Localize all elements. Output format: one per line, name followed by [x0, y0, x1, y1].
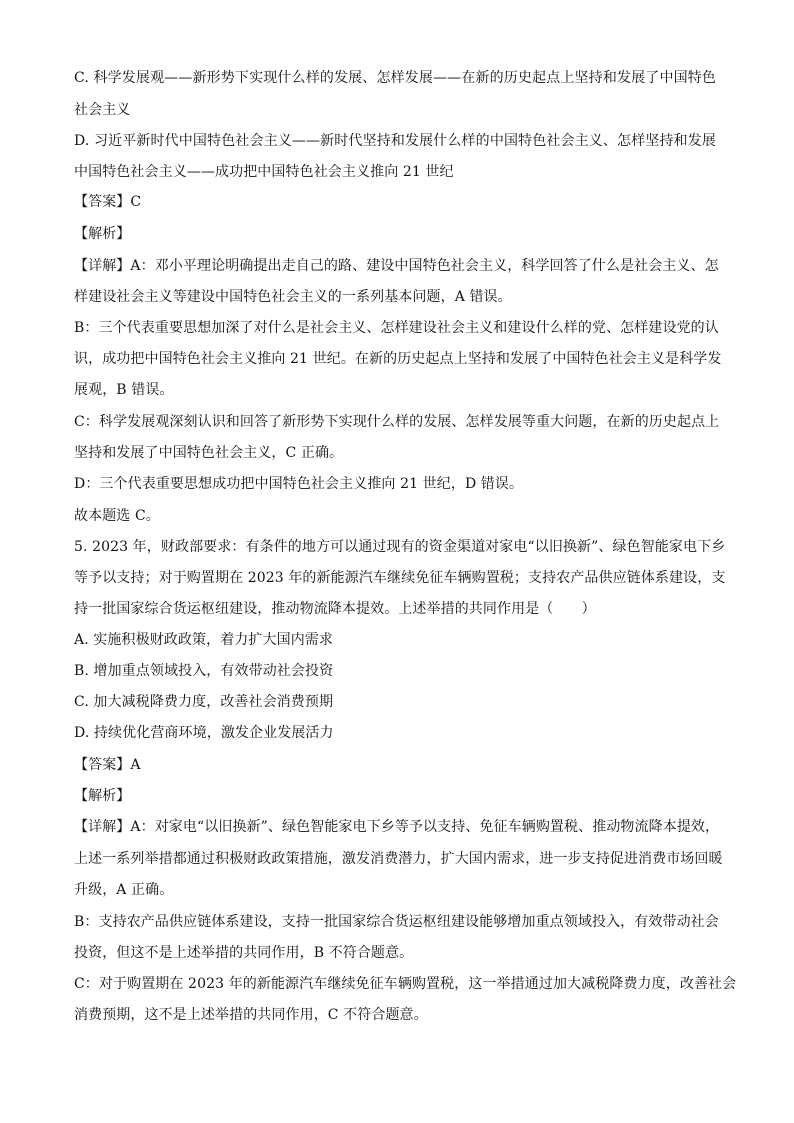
q4-detail-line1: 【详解】A：邓小平理论明确提出走自己的路、建设中国特色社会主义，科学回答了什么是社会主义、怎 [74, 258, 719, 274]
answer-value: A [130, 757, 141, 773]
q5-detail-line1: 【详解】A：对家电“以旧换新”、绿色智能家电下乡等予以支持、免征车辆购置税、推动物流降本提效， [74, 819, 720, 835]
q4-detail-line2: 样建设社会主义等建设中国特色社会主义的一系列基本问题，A 错误。 [74, 289, 512, 305]
q4-c-line2: 坚持和发展了中国特色社会主义，C 正确。 [74, 445, 344, 461]
q5-detail-line3: 升级，A 正确。 [74, 882, 174, 898]
q5-option-c: C. 加大减税降费力度，改善社会消费预期 [74, 694, 334, 710]
answer-value: C [130, 194, 142, 210]
answer-label: 【答案】 [74, 194, 131, 210]
q5-c-line1: C：对于购置期在 2023 年的新能源汽车继续免征车辆购置税，这一举措通过加大减税降费力度，改善社会 [74, 976, 737, 992]
q4-option-c-line1: C. 科学发展观——新形势下实现什么样的发展、怎样发展——在新的历史起点上坚持和发展了中国特色 [74, 70, 716, 86]
q4-option-d-line1: D. 习近平新时代中国特色社会主义——新时代坚持和发展什么样的中国特色社会主义、怎样坚持和发展 [74, 133, 716, 149]
q5-b-line2: 投资，但这不是上述举措的共同作用，B 不符合题意。 [74, 945, 414, 961]
q4-option-d-line2: 中国特色社会主义——成功把中国特色社会主义推向 21 世纪 [74, 164, 454, 180]
q4-analysis-label: 【解析】 [74, 226, 131, 242]
q4-answer [74, 192, 141, 212]
q5-analysis-label: 【解析】 [74, 788, 131, 804]
q5-b-line1: B：支持农产品供应链体系建设，支持一批国家综合货运枢纽建设能够增加重点领域投入，有效带动社会 [74, 914, 719, 930]
q4-conclusion: 故本题选 C。 [74, 508, 160, 524]
q5-stem-line1: 5. 2023 年，财政部要求：有条件的地方可以通过现有的资金渠道对家电“以旧换新”、绿色智能家电下乡 [74, 539, 726, 555]
q5-option-d: D. 持续优化营商环境，激发企业发展活力 [74, 725, 334, 741]
q5-answer [74, 755, 141, 775]
answer-label: 【答案】 [74, 757, 131, 773]
q4-c-line1: C：科学发展观深刻认识和回答了新形势下实现什么样的发展、怎样发展等重大问题，在新的历史起点上 [74, 414, 720, 430]
q4-b-line3: 展观，B 错误。 [74, 382, 174, 398]
q4-b-line1: B：三个代表重要思想加深了对什么是社会主义、怎样建设社会主义和建设什么样的党、怎样建设党的认 [74, 320, 719, 336]
q5-stem-line3: 持一批国家综合货运枢纽建设，推动物流降本提效。上述举措的共同作用是（ ） [74, 601, 596, 617]
q4-option-c-line2: 社会主义 [74, 102, 131, 118]
q4-b-line2: 识，成功把中国特色社会主义推向 21 世纪。在新的历史起点上坚持和发展了中国特色社会主义是科学发 [74, 351, 722, 367]
q5-option-a: A. 实施积极财政政策，着力扩大国内需求 [74, 632, 334, 648]
q5-option-b: B. 增加重点领域投入，有效带动社会投资 [74, 663, 334, 679]
q5-stem-line2: 等予以支持；对于购置期在 2023 年的新能源汽车继续免征车辆购置税；支持农产品供应链体系建设，支 [74, 570, 726, 586]
q5-c-line2: 消费预期，这不是上述举措的共同作用，C 不符合题意。 [74, 1007, 428, 1023]
q5-detail-line2: 上述一系列举措都通过积极财政政策措施，激发消费潜力，扩大国内需求，进一步支持促进消费市场回暖 [74, 851, 723, 867]
q4-d-line1: D：三个代表重要思想成功把中国特色社会主义推向 21 世纪，D 错误。 [74, 476, 524, 492]
